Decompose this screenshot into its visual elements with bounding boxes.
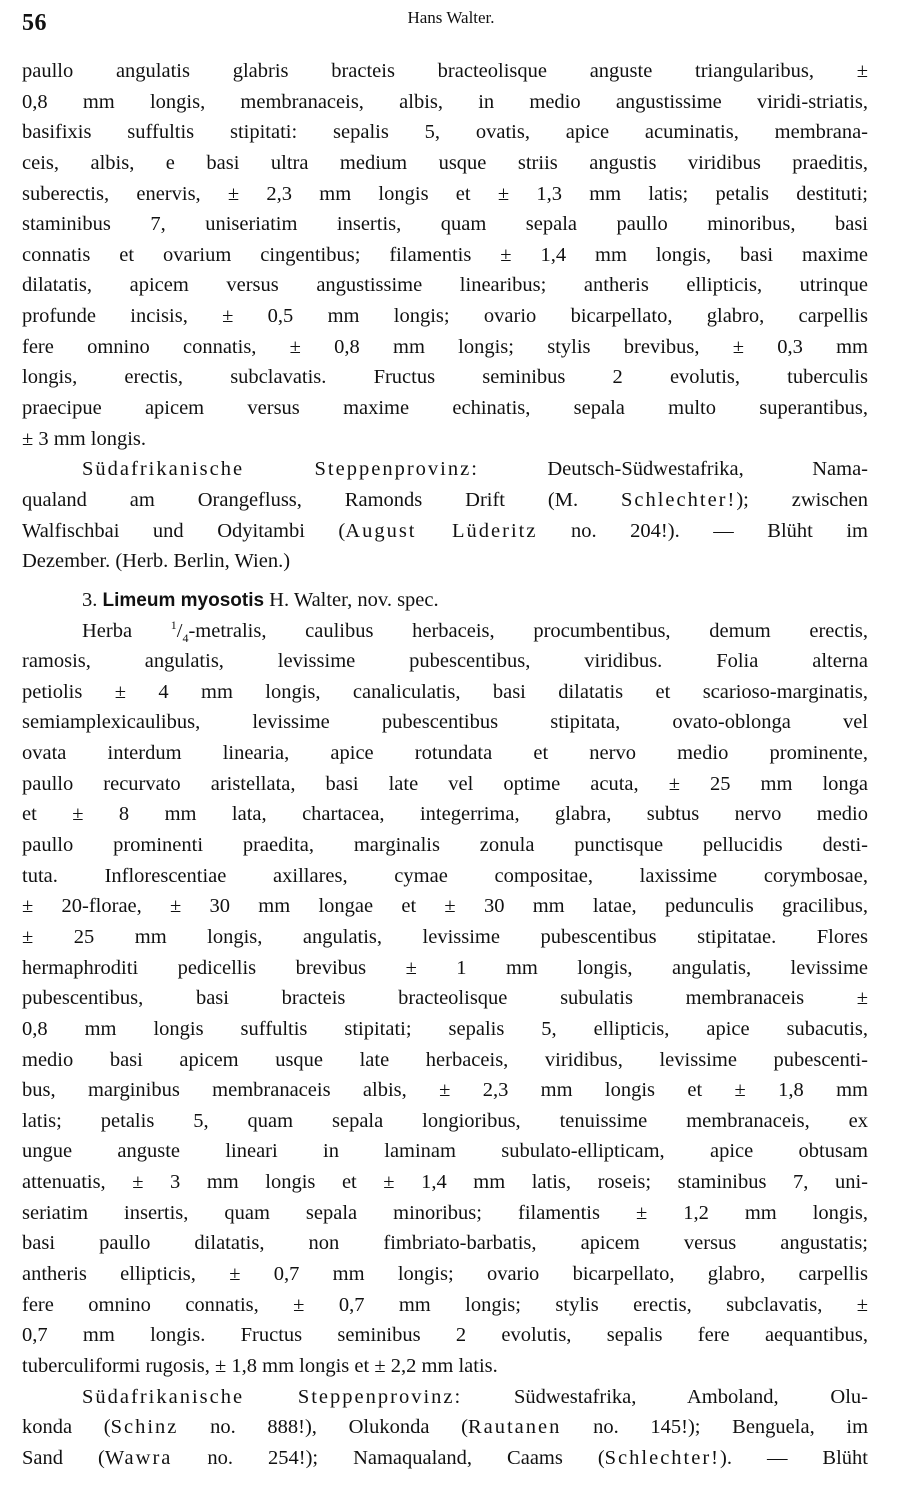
locality-text: Sand ( [22,1446,105,1469]
text-line: 0,8 mm longis suffultis stipitati; sepalis 5, ellipticis, apice subacutis, [22,1017,868,1040]
locality-text: no. 145!); Benguela, im [593,1416,869,1439]
collector-name: Schlechter! [604,1446,720,1469]
text-line: ceis, albis, e basi ultra medium usque striis angustis viridibus praeditis, [22,151,868,174]
text-line: et ± 8 mm lata, chartacea, integerrima, glabra, subtus nervo medio [22,803,868,826]
text-line: petiolis ± 4 mm longis, canaliculatis, basi dilatatis et scarioso-marginatis, [22,680,868,703]
distribution-paragraph [22,454,868,577]
text-line: paullo recurvato aristellata, basi late vel optime acuta, ± 25 mm longa [22,772,868,795]
text-line: 0,8 mm longis, membranaceis, albis, in medio angustissime viridi-striatis, [22,90,868,113]
text-line: medio basi apicem usque late herbaceis, viridibus, levissime pubescenti- [22,1048,868,1071]
text-line: ± 25 mm longis, angulatis, levissime pubescentibus stipitatae. Flores [22,925,868,948]
text-line: semiamplexicaulibus, levissime pubescentibus stipitata, ovato-oblonga vel [22,711,868,734]
text-line [22,454,868,485]
species-heading [22,585,868,616]
text-line: profunde incisis, ± 0,5 mm longis; ovario bicarpellato, glabro, carpellis [22,305,868,328]
text-line: seriatim insertis, quam sepala minoribus; filamentis ± 1,2 mm longis, [22,1201,868,1224]
text-line: Dezember. (Herb. Berlin, Wien.) [22,550,291,573]
locality-text: qualand am Orangefluss, Ramonds Drift (M. [22,488,579,511]
collector-name: Rautanen [467,1416,562,1439]
region-name: Südafrikanische Steppenprovinz: [82,458,479,481]
text-line: bus, marginibus membranaceis albis, ± 2,3 mm longis et ± 1,8 mm [22,1079,868,1102]
collector-name: Schinz [110,1416,179,1439]
section-gap [22,577,868,585]
text-line: 0,7 mm longis. Fructus seminibus 2 evolutis, sepalis fere aequantibus, [22,1324,868,1347]
locality-text: no. 204!). — Blüht im [571,519,869,542]
page-number: 56 [22,10,47,36]
text-line: ± 20-florae, ± 30 mm longae et ± 30 mm latae, pedunculis gracilibus, [22,895,868,918]
text-line: ungue anguste lineari in laminam subulato-ellipticam, apice obtusam [22,1140,868,1163]
region-name: Südafrikanische Steppenprovinz: [82,1385,463,1408]
text-line: pubescentibus, basi bracteis bracteolisque subulatis membranaceis ± [22,987,868,1010]
header-author: Hans Walter. [407,8,495,27]
locality-text: Deutsch-Südwestafrika, Nama- [547,458,868,481]
text-line: antheris ellipticis, ± 0,7 mm longis; ovario bicarpellato, glabro, carpellis [22,1262,868,1285]
text-line: ovata interdum linearia, apice rotundata et nervo medio prominente, [22,742,868,765]
text-line: basi paullo dilatatis, non fimbriato-barbatis, apicem versus angustatis; [22,1232,868,1255]
description-text: -metralis, caulibus herbaceis, procumbentibus, demum erectis, [188,619,869,642]
locality-text: ); zwischen [736,488,869,511]
fraction-denominator: 4 [182,630,189,645]
text-line [22,1382,868,1413]
text-line: fere omnino connatis, ± 0,8 mm longis; stylis brevibus, ± 0,3 mm [22,335,868,358]
body-text [22,56,868,1473]
species-authority: H. Walter, nov. spec. [269,588,439,611]
locality-text: no. 254!); Namaqualand, Caams ( [207,1446,605,1469]
text-line [22,516,868,547]
description-text: Herba [82,619,133,642]
text-line: fere omnino connatis, ± 0,7 mm longis; stylis erectis, subclavatis, ± [22,1293,868,1316]
text-line: ± 3 mm longis. [22,427,147,450]
text-line: praecipue apicem versus maxime echinatis, sepala multo superantibus, [22,397,868,420]
locality-text: no. 888!), Olukonda ( [210,1416,468,1439]
locality-text: Südwestafrika, Amboland, Olu- [513,1385,869,1408]
text-line: longis, erectis, subclavatis. Fructus seminibus 2 evolutis, tuberculis [22,366,868,389]
collector-name: Wawra [104,1446,173,1469]
text-line: suberectis, enervis, ± 2,3 mm longis et ± 1,3 mm latis; petalis destituti; [22,182,868,205]
text-line: hermaphroditi pedicellis brevibus ± 1 mm longis, angulatis, levissime [22,956,868,979]
text-line [22,585,868,616]
locality-text: konda ( [22,1416,111,1439]
text-line: paullo prominenti praedita, marginalis zonula punctisque pellucidis desti- [22,834,868,857]
text-line: basifixis suffultis stipitati: sepalis 5, ovatis, apice acuminatis, membrana- [22,121,868,144]
text-line [22,1412,868,1443]
locality-text: ). — Blüht [720,1446,869,1469]
text-line: tuta. Inflorescentiae axillares, cymae compositae, laxissime corymbosae, [22,864,868,887]
distribution-paragraph [22,1382,868,1474]
text-line [22,485,868,516]
text-line: staminibus 7, uniseriatim insertis, quam sepala paullo minoribus, basi [22,213,868,236]
text-line: dilatatis, apicem versus angustissime linearibus; antheris ellipticis, utrinque [22,274,868,297]
text-line: latis; petalis 5, quam sepala longioribus, tenuissime membranaceis, ex [22,1109,868,1132]
text-line: attenuatis, ± 3 mm longis et ± 1,4 mm latis, roseis; staminibus 7, uni- [22,1171,868,1194]
collector-name: Schlechter! [620,488,737,511]
fraction: $^1/_4$ [170,617,189,645]
species-description [22,616,868,1382]
text-line: connatis et ovarium cingentibus; filamentis ± 1,4 mm longis, basi maxime [22,243,868,266]
running-head [22,6,870,36]
collector-name: August Lüderitz [345,519,538,542]
description-continued [22,56,868,454]
text-line: ramosis, angulatis, levissime pubescentibus, viridibus. Folia alterna [22,650,868,673]
fraction-numerator: 1 [170,617,177,632]
text-line [22,616,868,647]
text-line: paullo angulatis glabris bracteis bracteolisque anguste triangularibus, ± [22,60,868,82]
locality-text: Walfischbai und Odyitambi ( [22,519,346,542]
text-line: tuberculiformi rugosis, ± 1,8 mm longis et ± 2,2 mm latis. [22,1354,498,1377]
species-name: Limeum myosotis [102,589,265,611]
text-line [22,1443,868,1474]
species-number: 3. [82,588,98,611]
